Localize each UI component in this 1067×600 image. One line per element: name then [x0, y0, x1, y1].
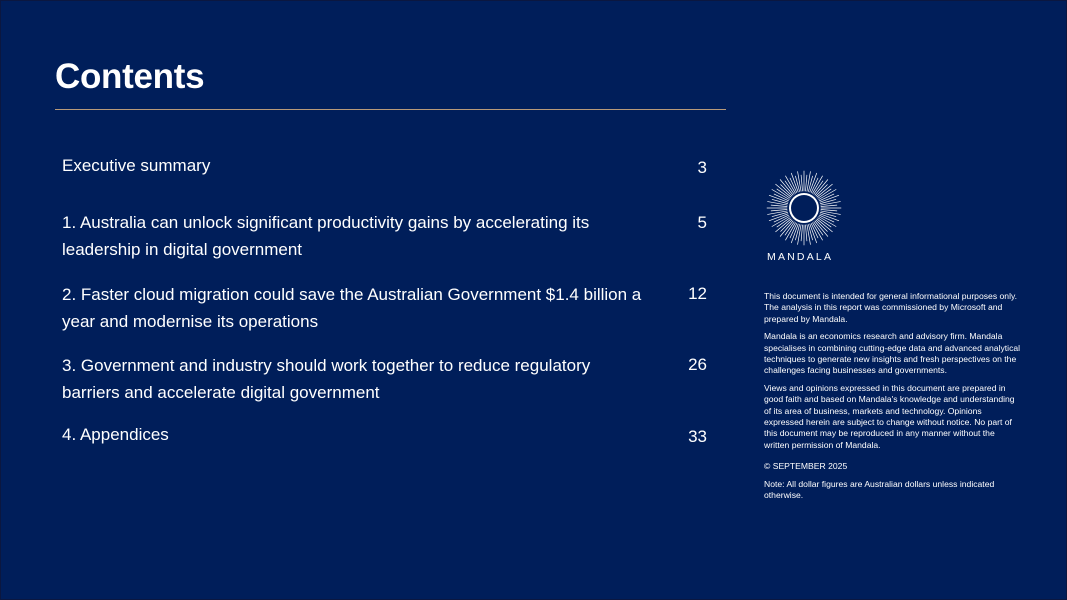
toc-item-page: 33 [688, 427, 707, 446]
toc-item-page: 26 [688, 355, 707, 374]
logo-ray [768, 202, 788, 205]
currency-note: Note: All dollar figures are Australian dollars unless indicated otherwise. [764, 478, 995, 501]
opinions-paragraph: Views and opinions expressed in this document are prepared in good faith and based on Mandala's knowledge and understanding of its area of business, markets and technology. Opinions expressed herein are subject to change without notice. No part of this document may be reproduced in any manner without the written permission of Mandala. [764, 382, 1015, 450]
disclaimer-panel [764, 291, 1022, 508]
title-divider [55, 109, 726, 110]
logo-ray [798, 225, 801, 245]
copyright-date: © SEPTEMBER 2025 [764, 461, 848, 472]
toc-item-label: 4. Appendices [62, 425, 169, 444]
toc-item-label: 1. Australia can unlock significant productivity gains by accelerating its leadership in digital government [62, 213, 590, 259]
about-paragraph: Mandala is an economics research and advisory firm. Mandala specialises in combining cutting-edge data and advanced analytical techniques to generate new insights and fresh perspectives on the challenges facing businesses and governments. [764, 331, 1021, 376]
toc-item-label: 3. Government and industry should work together to reduce regulatory barriers and accelerate digital government [62, 356, 591, 402]
logo-ray [805, 225, 806, 241]
logo-ray [771, 205, 787, 206]
logo-ray [821, 209, 837, 210]
logo-ray [781, 185, 792, 196]
logo-ray [807, 172, 810, 192]
logo-ray [801, 175, 802, 191]
logo-ray [771, 209, 787, 210]
toc-item-page: 12 [688, 284, 707, 303]
logo-ray [816, 220, 827, 231]
logo-ray [768, 211, 788, 214]
page-title: Contents [55, 57, 205, 96]
logo-ray [798, 172, 801, 192]
toc-item-label: 2. Faster cloud migration could save the Australian Government $1.4 billion a year and modernise its operations [62, 285, 642, 331]
logo-ray [805, 175, 806, 191]
disclaimer-paragraph: This document is intended for general informational purposes only. The analysis in this report was commissioned by Microsoft and prepared by Mandala. [764, 291, 1018, 324]
logo-ray [781, 220, 792, 231]
logo-ray [821, 211, 841, 214]
sunburst-logo-icon [765, 169, 843, 247]
toc-item-page: 3 [697, 158, 707, 177]
logo-ray [821, 202, 841, 205]
toc-item-label: Executive summary [62, 156, 211, 175]
logo-ray [801, 225, 802, 241]
logo-ray [816, 185, 827, 196]
brand-name: MANDALA [767, 251, 834, 263]
toc-item-page: 5 [697, 213, 707, 232]
logo-ray [821, 205, 837, 206]
logo-ray [807, 225, 810, 245]
